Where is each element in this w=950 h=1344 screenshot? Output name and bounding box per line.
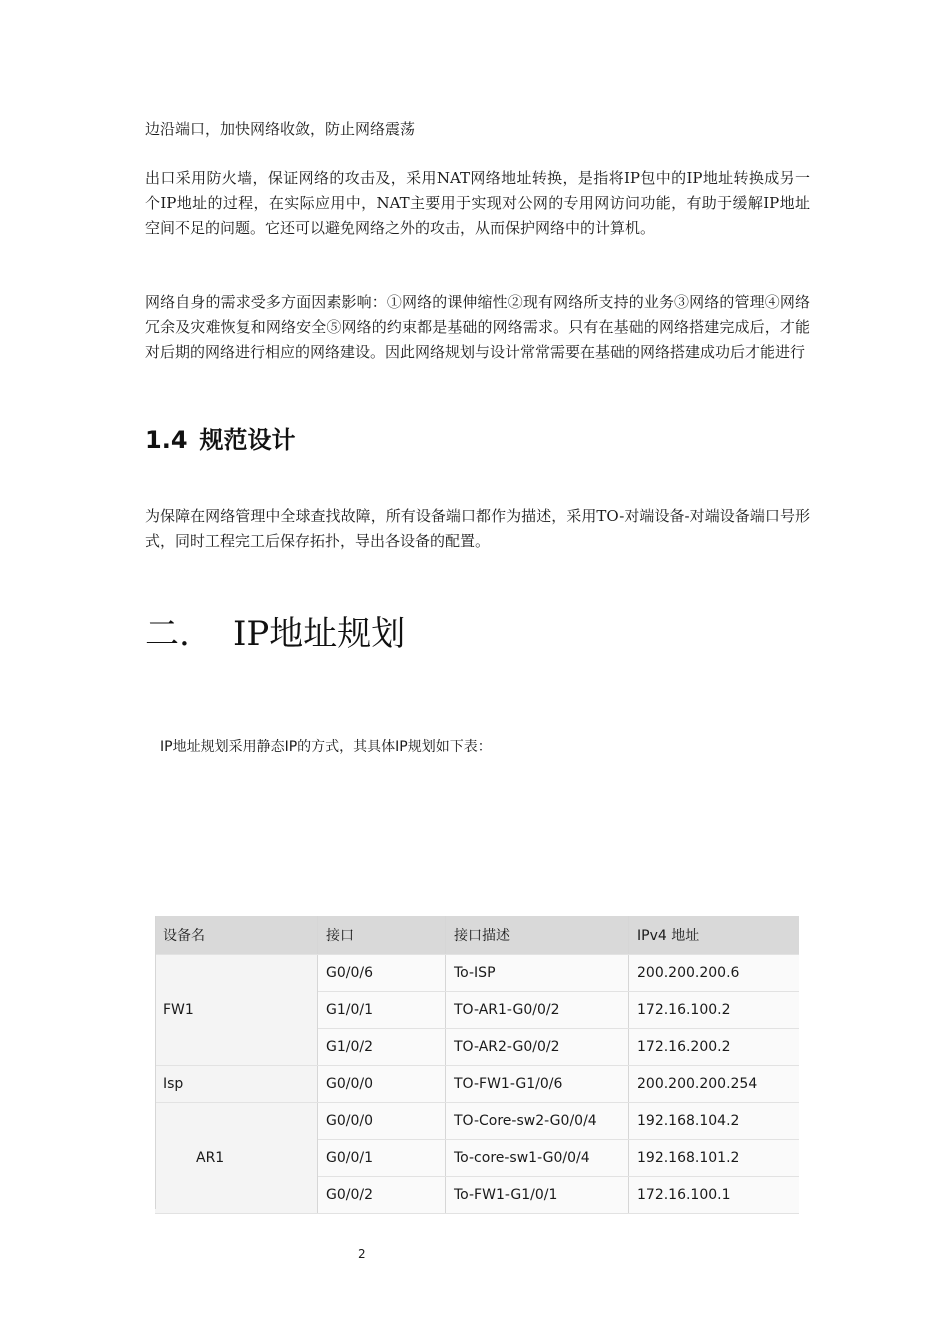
ip-plan-intro: IP地址规划采用静态IP的方式，其具体IP规划如下表： xyxy=(160,739,492,755)
section-heading-1-4 xyxy=(145,420,296,455)
table-row xyxy=(155,955,799,992)
description-cell: To-ISP xyxy=(446,955,629,992)
section-number: 1.4 xyxy=(145,426,188,454)
header-device: 设备名 xyxy=(155,916,318,955)
description-cell: TO-AR2-G0/0/2 xyxy=(446,1029,629,1066)
description-cell: TO-Core-sw2-G0/0/4 xyxy=(446,1103,629,1140)
ip-cell: 172.16.100.1 xyxy=(629,1177,800,1214)
interface-cell: G0/0/0 xyxy=(318,1103,446,1140)
page-number: 2 xyxy=(358,1247,366,1261)
table-row xyxy=(155,1066,799,1103)
interface-cell: G0/0/6 xyxy=(318,955,446,992)
ip-cell: 200.200.200.254 xyxy=(629,1066,800,1103)
ip-cell: 172.16.100.2 xyxy=(629,992,800,1029)
description-cell: TO-AR1-G0/0/2 xyxy=(446,992,629,1029)
device-cell: Isp xyxy=(155,1066,318,1103)
table-header-row xyxy=(155,916,799,955)
header-description: 接口描述 xyxy=(446,916,629,955)
ip-cell: 200.200.200.6 xyxy=(629,955,800,992)
device-cell: FW1 xyxy=(155,955,318,1066)
ip-cell: 192.168.101.2 xyxy=(629,1140,800,1177)
header-ipv4: IPv4 地址 xyxy=(629,916,800,955)
interface-cell: G0/0/1 xyxy=(318,1140,446,1177)
header-interface: 接口 xyxy=(318,916,446,955)
section-title: 规范设计 xyxy=(199,426,296,454)
table-left-border xyxy=(155,916,156,1209)
chapter-heading-2 xyxy=(145,606,405,655)
description-cell: To-FW1-G1/0/1 xyxy=(446,1177,629,1214)
description-cell: TO-FW1-G1/0/6 xyxy=(446,1066,629,1103)
interface-cell: G0/0/2 xyxy=(318,1177,446,1214)
paragraph-edge-port: 边沿端口，加快网络收敛，防止网络震荡 xyxy=(145,120,416,138)
chapter-title: IP地址规划 xyxy=(233,614,406,654)
paragraph-network-requirements: 网络自身的需求受多方面因素影响：①网络的课伸缩性②现有网络所支持的业务③网络的管理④网络冗余及灾难恢复和网络安全⑤网络的约束都是基础的网络需求。只有在基础的网络搭建完成后，才能对后期的网络进行相应的网络建设。因此网络规划与设计常常需要在基础的网络搭建成功后才能进行 xyxy=(145,293,810,361)
chapter-number: 二. xyxy=(145,614,190,654)
device-cell: AR1 xyxy=(155,1103,318,1214)
ip-address-table xyxy=(155,916,799,1214)
ip-cell: 192.168.104.2 xyxy=(629,1103,800,1140)
interface-cell: G1/0/1 xyxy=(318,992,446,1029)
interface-cell: G0/0/0 xyxy=(318,1066,446,1103)
interface-cell: G1/0/2 xyxy=(318,1029,446,1066)
description-cell: To-core-sw1-G0/0/4 xyxy=(446,1140,629,1177)
table-row xyxy=(155,1103,799,1140)
paragraph-naming-convention: 为保障在网络管理中全球查找故障，所有设备端口都作为描述，采用TO-对端设备-对端设备端口号形式，同时工程完工后保存拓扑，导出各设备的配置。 xyxy=(145,507,810,550)
ip-cell: 172.16.200.2 xyxy=(629,1029,800,1066)
paragraph-firewall-nat: 出口采用防火墙，保证网络的攻击及，采用NAT网络地址转换，是指将IP包中的IP地址转换成另一个IP地址的过程，在实际应用中，NAT主要用于实现对公网的专用网访问功能，有助于缓解IP地址空间不足的问题。它还可以避免网络之外的攻击，从而保护网络中的计算机。 xyxy=(145,169,810,237)
